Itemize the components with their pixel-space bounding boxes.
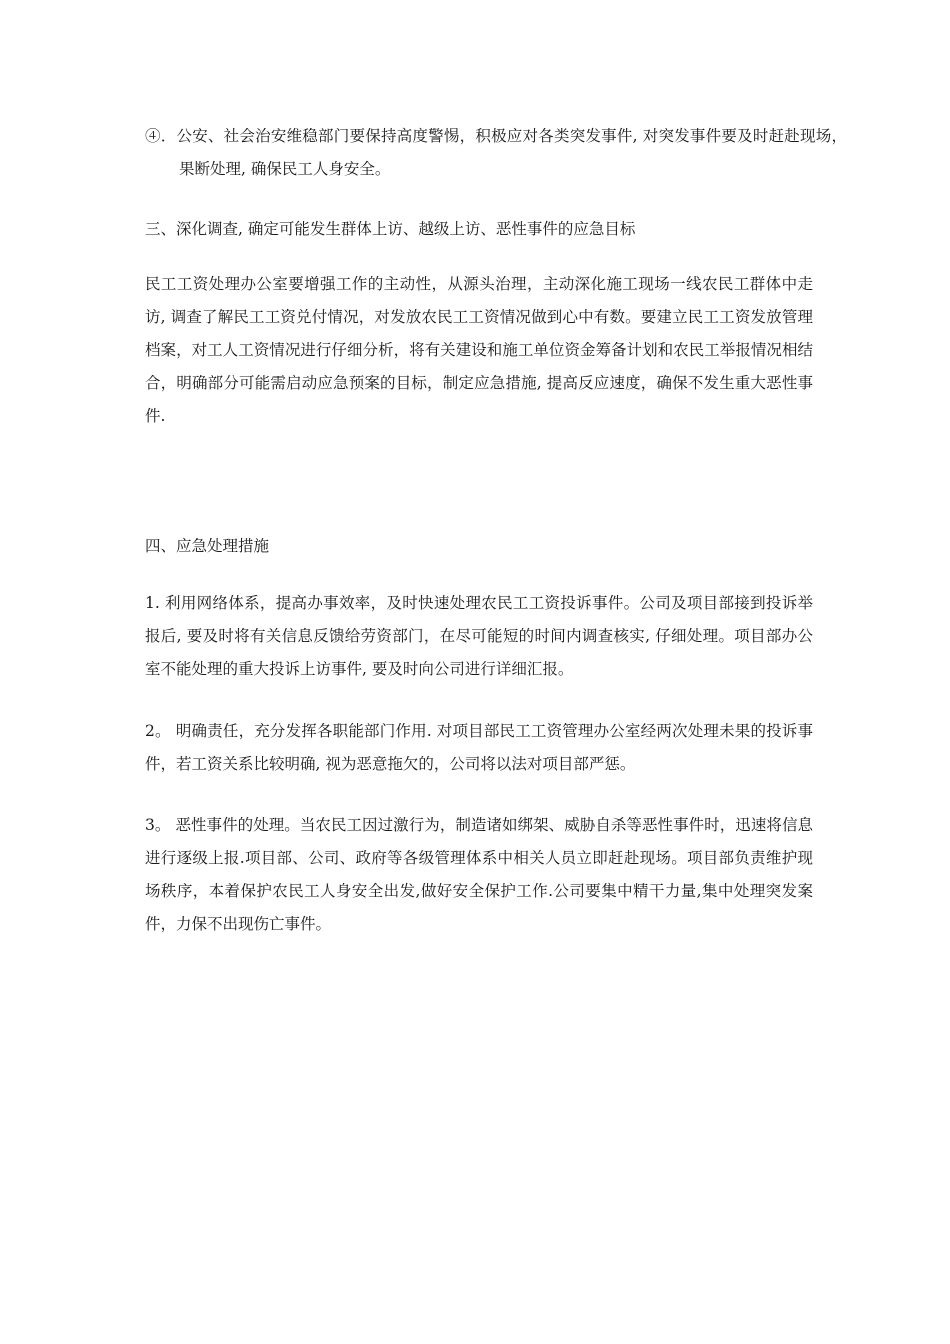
item-4-paragraph: ④．公安、社会治安维稳部门要保持高度警惕，积极应对各类突发事件, 对突发事件要及时赶赴现场，果断处理, 确保民工人身安全。 <box>145 127 847 178</box>
section-3-body: 民工工资处理办公室要增强工作的主动性，从源头治理，主动深化施工现场一线农民工群体中走访, 调查了解民工工资兑付情况，对发放农民工工资情况做到心中有数。要建立民工工资发放管理档案，对工人工资情况进行仔细分析，将有关建设和施工单位资金筹备计划和农民工举报情况相结合，明确部分可能需启动应急预案的目标，制定应急措施, 提高反应速度，确保不发生重大恶性事件. <box>145 275 813 425</box>
measure-2-paragraph: 2。 明确责任，充分发挥各职能部门作用. 对项目部民工工资管理办公室经两次处理未果的投诉事件，若工资关系比较明确, 视为恶意拖欠的，公司将以法对项目部严惩。 <box>145 722 813 773</box>
measure-1-paragraph: 1. 利用网络体系，提高办事效率，及时快速处理农民工工资投诉事件。公司及项目部接到投诉举报后, 要及时将有关信息反馈给劳资部门，在尽可能短的时间内调查核实, 仔细处理。项目部办公室不能处理的重大投诉上访事件, 要及时向公司进行详细汇报。 <box>145 594 813 678</box>
section-3-heading: 三、深化调查, 确定可能发生群体上访、越级上访、恶性事件的应急目标 <box>145 220 636 238</box>
measure-3-paragraph: 3。 恶性事件的处理。当农民工因过激行为，制造诸如绑架、威胁自杀等恶性事件时，迅速将信息进行逐级上报.项目部、公司、政府等各级管理体系中相关人员立即赶赴现场。项目部负责维护现场秩序，本着保护农民工人身安全出发,做好安全保护工作.公司要集中精干力量,集中处理突发案件，力保不出现伤亡事件。 <box>145 816 813 933</box>
section-4-heading: 四、应急处理措施 <box>145 537 270 555</box>
